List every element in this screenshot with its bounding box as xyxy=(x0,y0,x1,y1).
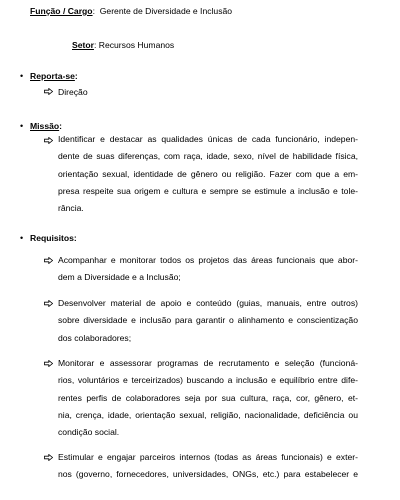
funcao-value: Gerente de Diversidade e Inclusão xyxy=(99,6,233,16)
setor-label: Setor xyxy=(72,40,94,50)
missao-title: Missão xyxy=(30,121,60,131)
requisito-line: Monitorar e assessorar programas de recrutamento e seleção (funcioná- xyxy=(58,358,358,368)
requisito-line: Acompanhar e monitorar todos os projetos das áreas funcionais que abor- xyxy=(58,255,358,265)
funcao-colon: : xyxy=(92,6,95,16)
arrow-right-icon xyxy=(44,257,53,264)
missao-line: dente de suas diferenças, com raça, idade, sexo, nível de habilidade física, xyxy=(58,151,358,162)
requisitos-title: Requisitos: xyxy=(30,233,77,243)
funcao-label: Função / Cargo xyxy=(30,6,93,16)
missao-colon: : xyxy=(59,121,63,131)
requisito-line: dem a Diversidade e a Inclusão; xyxy=(58,272,181,283)
requisito-item xyxy=(58,449,358,484)
missao-line: Identificar e destacar as qualidades únicas de cada funcionário, indepen- xyxy=(58,134,358,144)
arrow-right-icon xyxy=(44,360,53,367)
missao-line: rância. xyxy=(58,203,84,214)
reporta-colon: : xyxy=(74,71,78,81)
arrow-right-icon xyxy=(44,454,53,461)
requisito-line: dos colaboradores; xyxy=(58,332,132,343)
requisito-line: rios, voluntários e terceirizados) buscando a inclusão e equilíbrio entre dife- xyxy=(58,375,358,386)
bullet-icon: • xyxy=(20,233,24,243)
setor-value: Recursos Humanos xyxy=(98,40,175,50)
requisito-line: nos (governo, fornecedores, universidades, ONGs, etc.) para estabelecer e xyxy=(58,469,358,480)
missao-paragraph xyxy=(58,131,358,217)
requisito-item xyxy=(58,252,358,287)
arrow-right-icon xyxy=(44,300,53,307)
missao-line: orientação sexual, identidade de gênero ou religião. Fazer com que a em- xyxy=(58,168,358,179)
bullet-icon: • xyxy=(20,121,24,131)
arrow-right-icon xyxy=(44,88,53,95)
reporta-heading xyxy=(30,71,78,81)
arrow-right-icon xyxy=(44,137,53,144)
bullet-icon: • xyxy=(20,71,24,81)
requisito-line: sobre diversidade e inclusão para garantir o alinhamento e conscientização xyxy=(58,315,358,326)
funcao-field xyxy=(30,6,232,16)
reporta-item: Direção xyxy=(58,87,88,97)
missao-line: presa respeite sua origem e cultura e sempre se estimule a inclusão e tole- xyxy=(58,185,358,196)
setor-colon: : xyxy=(93,40,97,50)
requisito-line: rentes perfis de colaboradores seja por sua cultura, raça, cor, gênero, et- xyxy=(58,392,358,403)
requisito-line: nia, crença, idade, orientação sexual, religião, nacionalidade, deficiência ou xyxy=(58,409,358,420)
requisito-item xyxy=(58,295,358,347)
missao-heading xyxy=(30,121,62,131)
requisito-line: Desenvolver material de apoio e conteúdo (guias, manuais, entre outros) xyxy=(58,298,358,308)
requisito-line: Estimular e engajar parceiros internos (todas as áreas funcionais) e exter- xyxy=(58,452,358,462)
requisito-line: condição social. xyxy=(58,427,120,438)
setor-field xyxy=(72,40,174,50)
reporta-title: Reporta-se xyxy=(30,71,75,81)
requisito-item xyxy=(58,355,358,441)
